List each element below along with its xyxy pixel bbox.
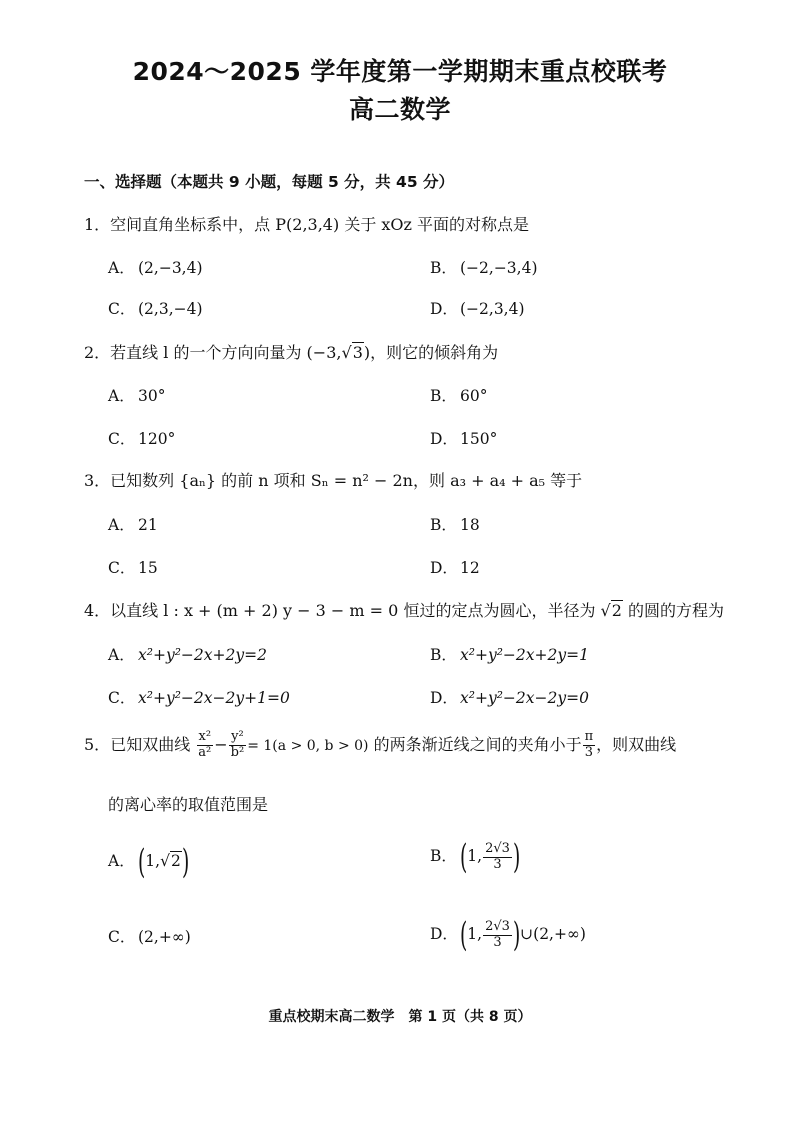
q1-option-a: A． (2,−3,4) <box>108 259 203 277</box>
question-2-stem: 2．若直线 l 的一个方向向量为 (−3,√3)，则它的倾斜角为 <box>84 343 499 362</box>
exam-title: 2024～2025 学年度第一学期期末重点校联考 <box>132 57 668 86</box>
q4-option-c: C． x²+y²−2x−2y+1=0 <box>108 689 290 707</box>
question-5-stem-line2: 的离心率的取值范围是 <box>108 795 269 814</box>
question-4-stem: 4．以直线 l : x + (m + 2) y − 3 − m = 0 恒过的定点为圆心，半径为 √2 的圆的方程为 <box>84 601 725 620</box>
q4-option-d: D． x²+y²−2x−2y=0 <box>430 689 589 707</box>
exam-subject: 高二数学 <box>348 95 451 124</box>
q3-option-d: D． 12 <box>430 559 480 577</box>
q1-option-b: B． (−2,−3,4) <box>430 259 538 277</box>
question-5-stem: 5．已知双曲线 $\frac{\text{x²}}{\text{a²}}$ − $\frac{\text{y²}}{\text{b²}}$ = 1(a > 0, b > 0) 的两条渐近线之间的夹角小于 $\frac{\pi}{3}$ ，则双曲线 <box>84 729 677 760</box>
q5-option-c: C． (2,+∞) <box>108 928 191 946</box>
q2-option-b: B． 60° <box>430 387 488 405</box>
q5-option-a: A．(1,√2) <box>108 842 190 882</box>
q4-option-a: A． x²+y²−2x+2y=2 <box>108 646 267 664</box>
fraction-y2-b2: $\frac{\text{y²}}{\text{b²}}$ <box>230 729 245 760</box>
q2-option-c: C． 120° <box>108 430 176 448</box>
q1-option-d: D． (−2,3,4) <box>430 300 525 318</box>
q2-option-d: D． 150° <box>430 430 498 448</box>
q4-option-b: B． x²+y²−2x+2y=1 <box>430 646 589 664</box>
q5-option-d: D．(1, $\frac{2√3}{3}$ )∪(2,+∞) <box>430 915 586 955</box>
question-1-stem: 1．空间直角坐标系中，点 P(2,3,4) 关于 xOz 平面的对称点是 <box>84 215 530 234</box>
section-heading: 一、选择题（本题共 9 小题，每题 5 分，共 45 分） <box>84 173 455 191</box>
q3-option-c: C． 15 <box>108 559 158 577</box>
q1-option-c: C． (2,3,−4) <box>108 300 203 318</box>
fraction-x2-a2: $\frac{\text{x²}}{\text{a²}}$ <box>198 729 212 760</box>
q2-option-a: A． 30° <box>108 387 166 405</box>
page-footer: 重点校期末高二数学 第 1 页（共 8 页） <box>268 1009 532 1025</box>
question-3-stem: 3．已知数列 {aₙ} 的前 n 项和 Sₙ = n² − 2n，则 a₃ + a₄ + a₅ 等于 <box>84 471 583 490</box>
q3-option-a: A． 21 <box>108 516 158 534</box>
q5-option-b: B．(1, $\frac{2√3}{3}$ ) <box>430 837 521 877</box>
fraction-pi-3: $\frac{\pi}{3}$ <box>584 729 594 760</box>
q3-option-b: B． 18 <box>430 516 480 534</box>
